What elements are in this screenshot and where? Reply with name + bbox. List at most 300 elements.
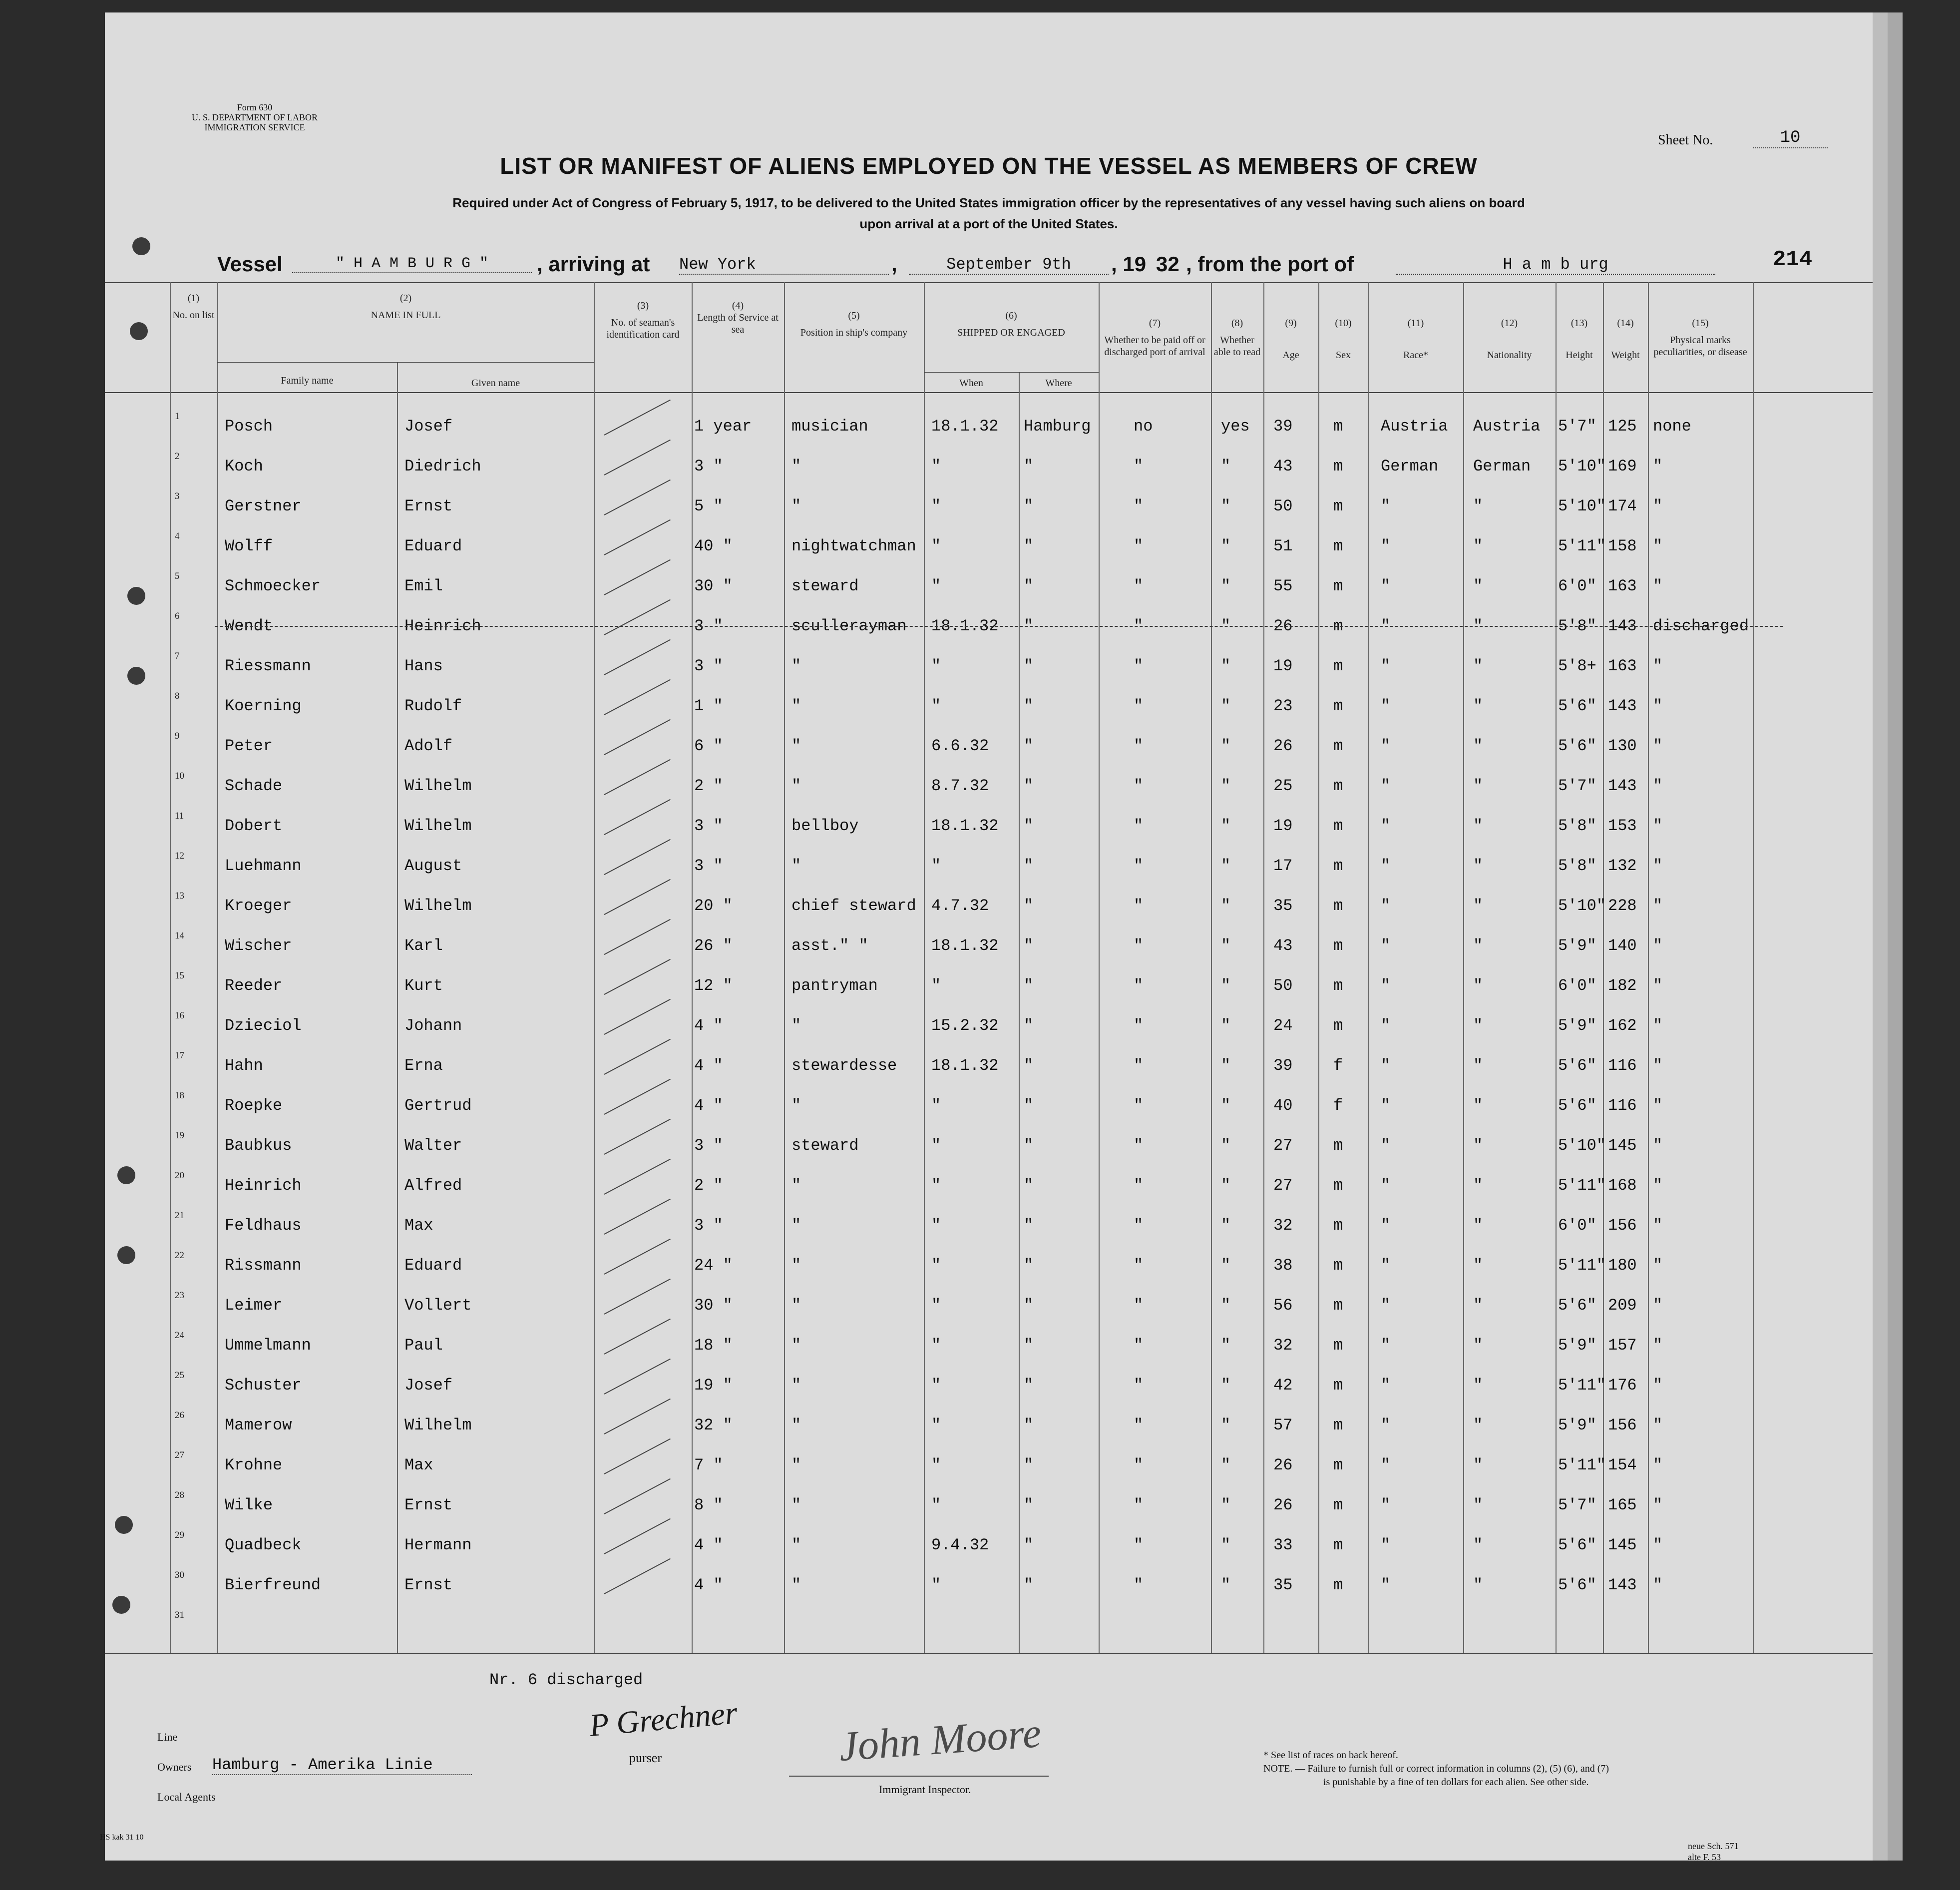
cell-position: ": [791, 737, 801, 755]
table-row: [105, 1606, 1873, 1646]
cell-height: 5'9": [1558, 1416, 1596, 1434]
cell-height: 6'0": [1558, 1216, 1596, 1235]
cell-height: 5'6": [1558, 1296, 1596, 1315]
cell-where: ": [1024, 976, 1034, 995]
cell-family: Gerstner: [225, 497, 302, 515]
cell-family: Wendt: [225, 617, 273, 635]
cell-nat: ": [1473, 577, 1483, 595]
cell-paid: ": [1134, 976, 1144, 995]
cell-given: Ernst: [404, 1496, 453, 1514]
cell-weight: 163: [1608, 577, 1637, 595]
cell-weight: 165: [1608, 1496, 1637, 1514]
cell-height: 5'11": [1558, 1176, 1606, 1195]
cell-age: 39: [1273, 1056, 1293, 1075]
cell-nat: ": [1473, 1376, 1483, 1395]
cell-weight: 180: [1608, 1256, 1637, 1275]
table-row: [105, 927, 1873, 966]
cell-given: Josef: [404, 417, 453, 436]
cell-paid: ": [1134, 697, 1144, 715]
cell-family: Wilke: [225, 1496, 273, 1514]
cell-read: ": [1221, 737, 1231, 755]
cell-paid: ": [1134, 457, 1144, 475]
table-top-rule: [105, 282, 1873, 283]
cell-position: ": [791, 657, 801, 675]
cell-n: 16: [175, 1010, 184, 1021]
cell-read: ": [1221, 497, 1231, 515]
table-row: [105, 1326, 1873, 1366]
cell-height: 5'10": [1558, 897, 1606, 915]
cell-weight: 162: [1608, 1016, 1637, 1035]
cell-service: 19 ": [694, 1376, 733, 1395]
cell-given: Johann: [404, 1016, 462, 1035]
cell-when: ": [931, 657, 941, 675]
cell-where: ": [1024, 457, 1034, 475]
cell-read: ": [1221, 1096, 1231, 1115]
cell-sex: m: [1333, 737, 1343, 755]
cell-family: Baubkus: [225, 1136, 292, 1155]
cell-position: ": [791, 1096, 801, 1115]
cell-service: 4 ": [694, 1016, 723, 1035]
cell-family: Posch: [225, 417, 273, 436]
cell-age: 19: [1273, 817, 1293, 835]
vessel-label: Vessel: [217, 252, 283, 276]
cell-marks: ": [1653, 737, 1663, 755]
cell-n: 31: [175, 1610, 184, 1620]
cell-n: 15: [175, 970, 184, 981]
cell-weight: 132: [1608, 857, 1637, 875]
cell-service: 3 ": [694, 857, 723, 875]
cell-when: ": [931, 976, 941, 995]
cell-when: ": [931, 1296, 941, 1315]
cell-age: 26: [1273, 1456, 1293, 1474]
cell-position: ": [791, 777, 801, 795]
cell-paid: ": [1134, 1296, 1144, 1315]
cell-service: 12 ": [694, 976, 733, 995]
cell-read: ": [1221, 1016, 1231, 1035]
id-card-slash: [604, 400, 671, 436]
cell-nat: ": [1473, 617, 1483, 635]
cell-family: Mamerow: [225, 1416, 292, 1434]
cell-n: 17: [175, 1050, 184, 1061]
cell-when: ": [931, 497, 941, 515]
cell-where: ": [1024, 657, 1034, 675]
cell-marks: ": [1653, 657, 1663, 675]
cell-position: ": [791, 1256, 801, 1275]
cell-marks: ": [1653, 1216, 1663, 1235]
cell-height: 5'8": [1558, 617, 1596, 635]
cell-position: ": [791, 1416, 801, 1434]
table-row: [105, 607, 1873, 647]
cell-position: chief steward: [791, 897, 916, 915]
cell-position: ": [791, 497, 801, 515]
cell-given: Ernst: [404, 1576, 453, 1594]
cell-when: ": [931, 1216, 941, 1235]
cell-read: ": [1221, 1496, 1231, 1514]
table-row: [105, 1006, 1873, 1046]
table-row: [105, 887, 1873, 927]
cell-age: 27: [1273, 1136, 1293, 1155]
table-row: [105, 1126, 1873, 1166]
cell-when: ": [931, 697, 941, 715]
cell-when: ": [931, 457, 941, 475]
table-row: [105, 1526, 1873, 1566]
cell-position: ": [791, 1456, 801, 1474]
cell-race: ": [1381, 897, 1391, 915]
col9-header: (9) Age: [1282, 318, 1299, 361]
cell-read: ": [1221, 777, 1231, 795]
archive-stamp: [1688, 1841, 1738, 1863]
cell-when: ": [931, 1456, 941, 1474]
cell-age: 23: [1273, 697, 1293, 715]
crew-table-body: [105, 407, 1873, 1646]
footnotes: [1263, 1749, 1609, 1789]
cell-age: 55: [1273, 577, 1293, 595]
cell-service: 3 ": [694, 457, 723, 475]
cell-given: Heinrich: [404, 617, 481, 635]
cell-race: ": [1381, 1336, 1391, 1355]
cell-read: ": [1221, 577, 1231, 595]
punch-hole: [132, 237, 150, 255]
cell-n: 4: [175, 531, 180, 541]
table-row: [105, 487, 1873, 527]
col6-header: (6) SHIPPED OR ENGAGED: [957, 310, 1065, 338]
cell-family: Schade: [225, 777, 283, 795]
cell-position: bellboy: [791, 817, 859, 835]
cell-where: ": [1024, 577, 1034, 595]
cell-weight: 182: [1608, 976, 1637, 995]
cell-weight: 169: [1608, 457, 1637, 475]
cell-read: ": [1221, 1056, 1231, 1075]
cell-nat: ": [1473, 1416, 1483, 1434]
cell-where: ": [1024, 1096, 1034, 1115]
cell-when: ": [931, 1576, 941, 1594]
cell-read: ": [1221, 1576, 1231, 1594]
cell-n: 25: [175, 1370, 184, 1381]
cell-height: 5'7": [1558, 777, 1596, 795]
line-label: Line: [157, 1731, 178, 1743]
cell-paid: ": [1134, 1536, 1144, 1554]
cell-age: 51: [1273, 537, 1293, 555]
cell-age: 35: [1273, 897, 1293, 915]
cell-service: 7 ": [694, 1456, 723, 1474]
service: IMMIGRATION SERVICE: [204, 122, 305, 132]
cell-when: 6.6.32: [931, 737, 989, 755]
cell-paid: ": [1134, 1416, 1144, 1434]
cell-read: ": [1221, 537, 1231, 555]
cell-race: ": [1381, 1296, 1391, 1315]
cell-family: Koch: [225, 457, 263, 475]
cell-where: ": [1024, 937, 1034, 955]
cell-sex: m: [1333, 1256, 1343, 1275]
cell-nat: ": [1473, 817, 1483, 835]
cell-nat: ": [1473, 897, 1483, 915]
cell-family: Wolff: [225, 537, 273, 555]
cell-paid: ": [1134, 657, 1144, 675]
cell-position: ": [791, 1536, 801, 1554]
cell-family: Krohne: [225, 1456, 283, 1474]
cell-paid: ": [1134, 777, 1144, 795]
cell-when: ": [931, 577, 941, 595]
cell-family: Ummelmann: [225, 1336, 311, 1355]
cell-marks: ": [1653, 1536, 1663, 1554]
cell-paid: ": [1134, 1016, 1144, 1035]
cell-marks: ": [1653, 976, 1663, 995]
cell-position: ": [791, 1016, 801, 1035]
cell-service: 30 ": [694, 577, 733, 595]
cell-service: 24 ": [694, 1256, 733, 1275]
cell-marks: ": [1653, 1456, 1663, 1474]
print-code: HS kak 31 10: [100, 1833, 144, 1842]
cell-service: 3 ": [694, 1136, 723, 1155]
col4-header: (4) Length of Service at sea: [697, 300, 779, 335]
cell-race: ": [1381, 1256, 1391, 1275]
cell-marks: ": [1653, 1296, 1663, 1315]
cell-height: 5'9": [1558, 1016, 1596, 1035]
cell-where: ": [1024, 1536, 1034, 1554]
cell-nat: ": [1473, 657, 1483, 675]
cell-height: 5'6": [1558, 737, 1596, 755]
cell-age: 40: [1273, 1096, 1293, 1115]
col2-header: (2) NAME IN FULL: [371, 293, 441, 321]
cell-race: ": [1381, 1376, 1391, 1395]
cell-weight: 143: [1608, 1576, 1637, 1594]
cell-n: 10: [175, 771, 184, 781]
cell-marks: ": [1653, 817, 1663, 835]
cell-nat: ": [1473, 1016, 1483, 1035]
cell-race: ": [1381, 1096, 1391, 1115]
cell-race: ": [1381, 1216, 1391, 1235]
cell-given: Alfred: [404, 1176, 462, 1195]
cell-where: ": [1024, 1336, 1034, 1355]
col14-header: (14) Weight: [1611, 318, 1640, 361]
cell-n: 6: [175, 611, 180, 621]
cell-age: 26: [1273, 617, 1293, 635]
inspector-label: Immigrant Inspector.: [879, 1783, 971, 1796]
cell-sex: m: [1333, 417, 1343, 436]
cell-family: Kroeger: [225, 897, 292, 915]
cell-position: ": [791, 1336, 801, 1355]
cell-family: Feldhaus: [225, 1216, 302, 1235]
cell-height: 5'11": [1558, 1376, 1606, 1395]
vessel-line: Vessel " H A M B U R G " , arriving at New York , September 9th , 19 32 , from the port of H a m b urg: [217, 252, 1815, 282]
cell-height: 5'7": [1558, 417, 1596, 436]
vessel-name: " H A M B U R G ": [292, 255, 532, 273]
cell-read: ": [1221, 1336, 1231, 1355]
cell-age: 33: [1273, 1536, 1293, 1554]
cell-service: 6 ": [694, 737, 723, 755]
col12-header: (12) Nationality: [1487, 318, 1532, 361]
cell-height: 5'8+: [1558, 657, 1596, 675]
cell-paid: ": [1134, 897, 1144, 915]
cell-race: ": [1381, 976, 1391, 995]
cell-read: ": [1221, 617, 1231, 635]
cell-service: 5 ": [694, 497, 723, 515]
cell-given: Eduard: [404, 1256, 462, 1275]
cell-service: 4 ": [694, 1056, 723, 1075]
cell-when: ": [931, 1376, 941, 1395]
table-row: [105, 1566, 1873, 1606]
cell-nat: ": [1473, 857, 1483, 875]
cell-given: Rudolf: [404, 697, 462, 715]
cell-sex: m: [1333, 777, 1343, 795]
cell-when: ": [931, 1096, 941, 1115]
cell-service: 3 ": [694, 1216, 723, 1235]
cell-when: ": [931, 1176, 941, 1195]
inspector-signature-line: [789, 1776, 1049, 1777]
table-row: [105, 447, 1873, 487]
cell-paid: ": [1134, 497, 1144, 515]
cell-read: ": [1221, 976, 1231, 995]
cell-nat: ": [1473, 497, 1483, 515]
cell-when: ": [931, 1336, 941, 1355]
cell-marks: ": [1653, 937, 1663, 955]
cell-nat: ": [1473, 1296, 1483, 1315]
cell-race: ": [1381, 1576, 1391, 1594]
cell-sex: m: [1333, 1456, 1343, 1474]
cell-when: 15.2.32: [931, 1016, 999, 1035]
cell-sex: f: [1333, 1056, 1343, 1075]
cell-service: 4 ": [694, 1536, 723, 1554]
cell-read: ": [1221, 857, 1231, 875]
local-agents-label: Local Agents: [157, 1791, 216, 1803]
cell-where: ": [1024, 1016, 1034, 1035]
cell-read: yes: [1221, 417, 1250, 436]
arriving-port: New York: [679, 255, 889, 275]
cell-sex: m: [1333, 1016, 1343, 1035]
header-bottom-rule: [105, 392, 1873, 393]
cell-service: 4 ": [694, 1096, 723, 1115]
cell-weight: 176: [1608, 1376, 1637, 1395]
cell-age: 17: [1273, 857, 1293, 875]
cell-n: 22: [175, 1250, 184, 1261]
cell-nat: ": [1473, 697, 1483, 715]
from-label: , from the port of: [1186, 252, 1354, 276]
cell-where: ": [1024, 1416, 1034, 1434]
year-suffix: 32: [1156, 252, 1179, 276]
cell-where: ": [1024, 1376, 1034, 1395]
cell-sex: m: [1333, 937, 1343, 955]
cell-when: ": [931, 857, 941, 875]
cell-paid: ": [1134, 537, 1144, 555]
cell-n: 20: [175, 1170, 184, 1181]
cell-age: 25: [1273, 777, 1293, 795]
cell-read: ": [1221, 937, 1231, 955]
cell-family: Rissmann: [225, 1256, 302, 1275]
cell-nat: ": [1473, 1176, 1483, 1195]
cell-age: 35: [1273, 1576, 1293, 1594]
cell-height: 5'7": [1558, 1496, 1596, 1514]
cell-race: ": [1381, 697, 1391, 715]
owners-value: Hamburg - Amerika Linie: [212, 1756, 472, 1775]
cell-n: 28: [175, 1490, 184, 1500]
cell-paid: ": [1134, 1336, 1144, 1355]
cell-when: 18.1.32: [931, 937, 999, 955]
cell-service: 1 year: [694, 417, 752, 436]
stamp-line-1: neue Sch. 571: [1688, 1841, 1739, 1851]
cell-paid: ": [1134, 1456, 1144, 1474]
owners-label: Owners: [157, 1761, 192, 1773]
cell-n: 23: [175, 1290, 184, 1301]
cell-weight: 228: [1608, 897, 1637, 915]
cell-race: ": [1381, 497, 1391, 515]
cell-race: ": [1381, 1496, 1391, 1514]
table-row: [105, 1406, 1873, 1446]
cell-sex: m: [1333, 1216, 1343, 1235]
punch-hole: [127, 667, 145, 685]
table-row: [105, 1166, 1873, 1206]
cell-nat: ": [1473, 537, 1483, 555]
cell-position: pantryman: [791, 976, 878, 995]
cell-read: ": [1221, 1256, 1231, 1275]
cell-given: Walter: [404, 1136, 462, 1155]
cell-marks: ": [1653, 1376, 1663, 1395]
cell-weight: 145: [1608, 1536, 1637, 1554]
cell-age: 27: [1273, 1176, 1293, 1195]
subtitle-line-2: upon arrival at a port of the United States.: [859, 216, 1118, 231]
cell-family: Schmoecker: [225, 577, 321, 595]
cell-service: 26 ": [694, 937, 733, 955]
cell-nat: ": [1473, 737, 1483, 755]
cell-weight: 143: [1608, 617, 1637, 635]
cell-family: Peter: [225, 737, 273, 755]
cell-position: ": [791, 1496, 801, 1514]
col11-header: (11) Race*: [1403, 318, 1428, 361]
cell-paid: ": [1134, 1136, 1144, 1155]
cell-age: 50: [1273, 497, 1293, 515]
cell-weight: 116: [1608, 1056, 1637, 1075]
cell-race: ": [1381, 537, 1391, 555]
cell-sex: f: [1333, 1096, 1343, 1115]
cell-n: 3: [175, 491, 180, 501]
cell-n: 29: [175, 1530, 184, 1540]
cell-when: 18.1.32: [931, 417, 999, 436]
punch-hole: [130, 322, 148, 340]
cell-marks: ": [1653, 1496, 1663, 1514]
cell-when: 9.4.32: [931, 1536, 989, 1554]
cell-race: ": [1381, 1016, 1391, 1035]
cell-weight: 116: [1608, 1096, 1637, 1115]
cell-sex: m: [1333, 657, 1343, 675]
cell-family: Heinrich: [225, 1176, 302, 1195]
table-row: [105, 1366, 1873, 1406]
punch-hole: [115, 1516, 133, 1534]
table-row: [105, 1046, 1873, 1086]
cell-age: 57: [1273, 1416, 1293, 1434]
cell-read: ": [1221, 1536, 1231, 1554]
when-header: When: [959, 378, 983, 389]
purser-label: purser: [629, 1751, 662, 1765]
cell-nat: ": [1473, 1136, 1483, 1155]
year-prefix: , 19: [1111, 252, 1147, 276]
cell-n: 27: [175, 1450, 184, 1460]
cell-given: Max: [404, 1456, 433, 1474]
punch-hole: [117, 1166, 135, 1184]
cell-marks: ": [1653, 457, 1663, 475]
cell-position: ": [791, 1376, 801, 1395]
cell-where: ": [1024, 777, 1034, 795]
cell-where: ": [1024, 697, 1034, 715]
table-row: [105, 767, 1873, 807]
cell-n: 21: [175, 1210, 184, 1221]
cell-race: ": [1381, 1416, 1391, 1434]
cell-race: ": [1381, 777, 1391, 795]
cell-sex: m: [1333, 617, 1343, 635]
cell-service: 20 ": [694, 897, 733, 915]
cell-service: 3 ": [694, 817, 723, 835]
table-bottom-rule: [105, 1653, 1873, 1654]
from-port: H a m b urg: [1396, 255, 1715, 275]
cell-height: 5'6": [1558, 1056, 1596, 1075]
